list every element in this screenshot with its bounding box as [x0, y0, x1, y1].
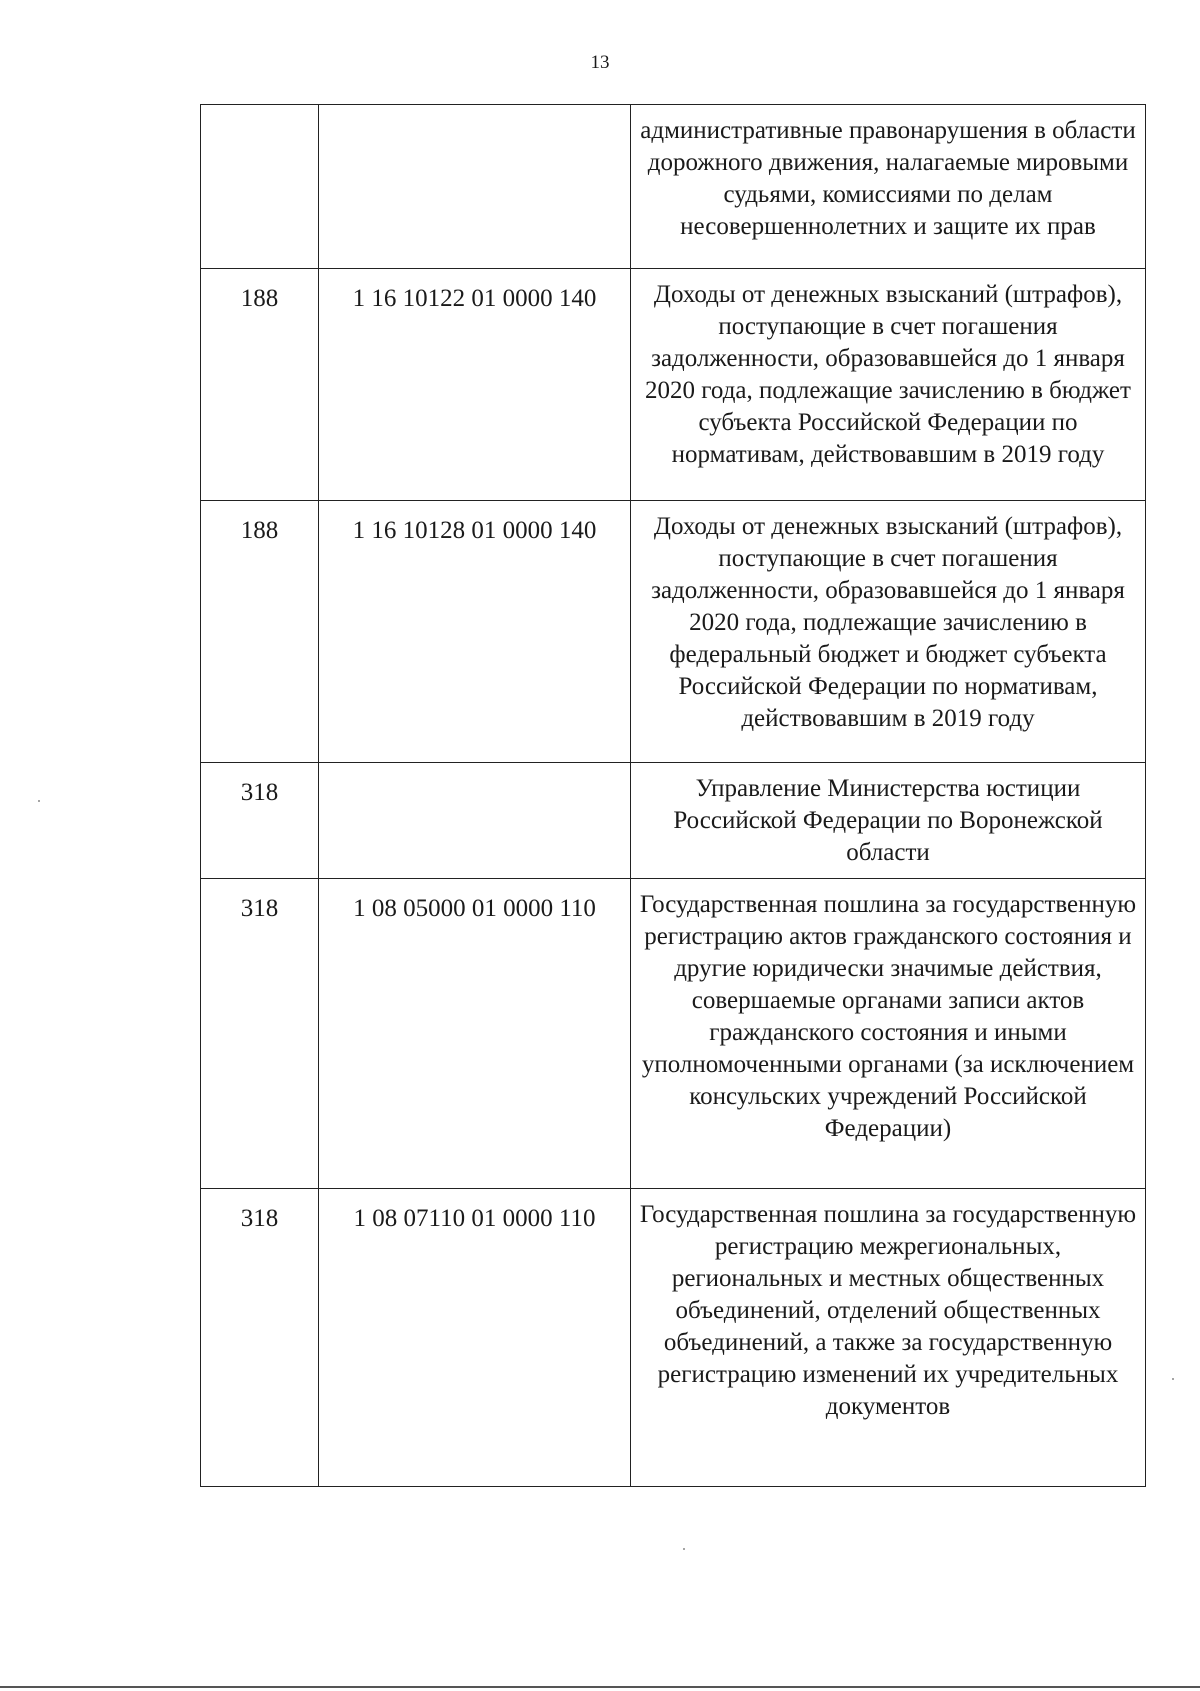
scan-speck — [38, 800, 40, 802]
admin-code-cell: 188 — [201, 501, 319, 763]
page-number: 13 — [590, 52, 610, 73]
admin-code-cell: 318 — [201, 1189, 319, 1487]
budget-code-cell: 1 08 05000 01 0000 110 — [319, 879, 631, 1189]
budget-code-cell — [319, 105, 631, 269]
admin-code-cell: 318 — [201, 763, 319, 879]
revenue-name-cell: Государственная пошлина за государственную регистрацию межрегиональных, региональных и местных общественных объединений, отделений общественных объединений, а также за государственную регистрацию изменений их учредительных документов — [631, 1189, 1146, 1487]
budget-code-cell: 1 08 07110 01 0000 110 — [319, 1189, 631, 1487]
budget-code-cell: 1 16 10128 01 0000 140 — [319, 501, 631, 763]
revenue-name-cell: Государственная пошлина за государственную регистрацию актов гражданского состояния и другие юридически значимые действия, совершаемые органами записи актов гражданского состояния и иными уполномоченными органами (за исключением консульских учреждений Российской Федерации) — [631, 879, 1146, 1189]
table-row — [201, 763, 1146, 879]
revenue-name-cell: Доходы от денежных взысканий (штрафов), поступающие в счет погашения задолженности, образовавшейся до 1 января 2020 года, подлежащие зачислению в федеральный бюджет и бюджет субъекта Российской Федерации по нормативам, действовавшим в 2019 году — [631, 501, 1146, 763]
admin-code-cell: 318 — [201, 879, 319, 1189]
table-row — [201, 879, 1146, 1189]
revenue-name-cell: административные правонарушения в области дорожного движения, налагаемые мировыми судьями, комиссиями по делам несовершеннолетних и защите их прав — [631, 105, 1146, 269]
table-row — [201, 1189, 1146, 1487]
table-row — [201, 269, 1146, 501]
revenue-codes-table — [200, 104, 1146, 1487]
revenue-name-cell: Доходы от денежных взысканий (штрафов), поступающие в счет погашения задолженности, образовавшейся до 1 января 2020 года, подлежащие зачислению в бюджет субъекта Российской Федерации по нормативам, действовавшим в 2019 году — [631, 269, 1146, 501]
admin-code-cell: 188 — [201, 269, 319, 501]
scan-speck — [1172, 1378, 1174, 1380]
admin-code-cell — [201, 105, 319, 269]
scan-speck — [683, 1548, 685, 1550]
budget-code-cell: 1 16 10122 01 0000 140 — [319, 269, 631, 501]
bottom-scan-edge — [0, 1686, 1200, 1688]
table-row — [201, 501, 1146, 763]
table-row — [201, 105, 1146, 269]
budget-code-cell — [319, 763, 631, 879]
revenue-name-cell: Управление Министерства юстиции Российской Федерации по Воронежской области — [631, 763, 1146, 879]
